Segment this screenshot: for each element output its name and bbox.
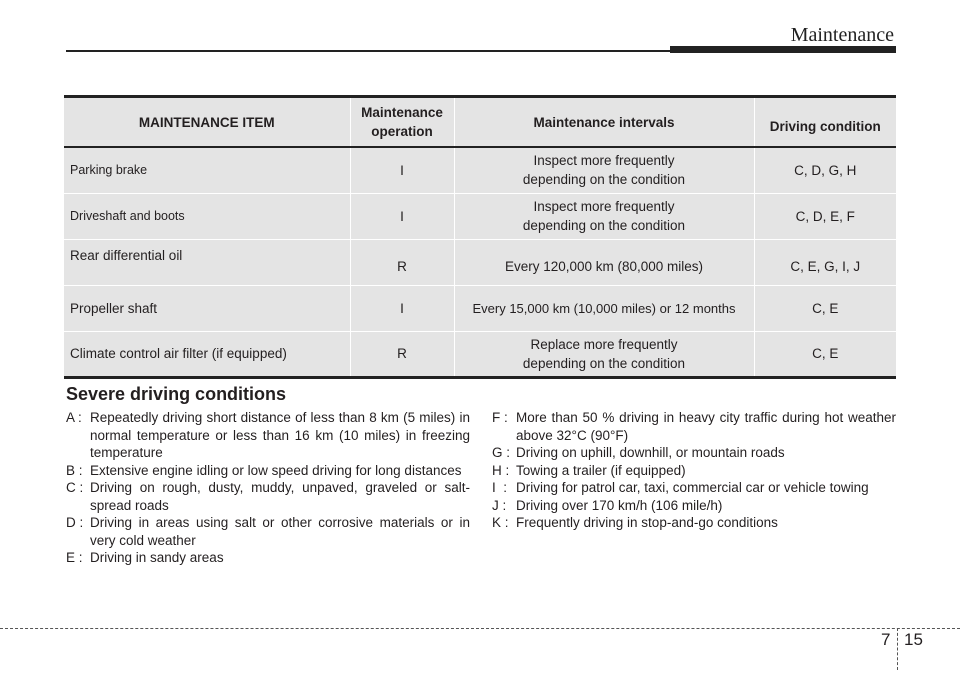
severe-conditions-heading: Severe driving conditions — [66, 384, 287, 404]
row-interval: Every 120,000 km (80,000 miles) — [454, 239, 754, 285]
row-operation: I — [350, 285, 454, 331]
header-maintenance-operation — [350, 97, 454, 148]
row-interval-line2: depending on the condition — [522, 172, 686, 188]
header-operation-line2: operation — [371, 124, 433, 139]
list-item — [66, 479, 470, 514]
list-item — [66, 462, 470, 480]
row-interval-line2: depending on the condition — [522, 218, 686, 233]
condition-text: Driving in sandy areas — [90, 550, 224, 565]
list-item — [492, 462, 896, 480]
table-row — [64, 285, 896, 331]
footer-rule — [0, 628, 960, 629]
condition-code: E : — [66, 550, 83, 565]
page-number: 15 — [904, 630, 923, 649]
list-item — [492, 514, 896, 532]
row-condition: C, E — [754, 285, 896, 331]
header-operation-line1: Maintenance — [361, 105, 443, 120]
row-operation: R — [350, 331, 454, 377]
row-condition: C, D, E, F — [754, 193, 896, 239]
row-interval — [454, 147, 754, 193]
maintenance-table — [64, 95, 896, 379]
condition-text: Frequently driving in stop-and-go conditions — [516, 515, 778, 530]
list-item — [492, 479, 896, 497]
row-interval-line1: Inspect more frequently — [533, 153, 675, 169]
row-operation: I — [350, 193, 454, 239]
table-header-row — [64, 97, 896, 148]
header-rule-thick — [670, 46, 896, 53]
header-driving-condition: Driving condition — [754, 97, 896, 148]
row-condition: C, E, G, I, J — [754, 239, 896, 285]
row-condition: C, D, G, H — [754, 147, 896, 193]
list-item — [492, 444, 896, 462]
row-interval-line1: Replace more frequently — [530, 336, 678, 352]
list-item — [66, 514, 470, 549]
row-item: Propeller shaft — [64, 285, 350, 331]
row-item: Driveshaft and boots — [64, 193, 350, 239]
condition-text: Extensive engine idling or low speed driving for long distances — [90, 462, 462, 478]
condition-text: More than 50 % driving in heavy city traffic during hot weather above 32°C (90°F) — [516, 410, 896, 443]
row-interval — [454, 193, 754, 239]
row-interval-line2: depending on the condition — [522, 355, 686, 371]
header-rule — [66, 50, 670, 52]
condition-code: C : — [66, 480, 84, 495]
condition-code: G : — [492, 445, 511, 460]
condition-text: Driving for patrol car, taxi, commercial car or vehicle towing — [516, 480, 869, 495]
conditions-list-left — [66, 409, 470, 567]
condition-code: D : — [66, 515, 84, 530]
list-item — [492, 497, 896, 515]
condition-text: Driving over 170 km/h (106 mile/h) — [516, 497, 723, 513]
condition-text: Driving on rough, dusty, muddy, unpaved, graveled or salt-spread roads — [90, 480, 470, 513]
condition-code: J : — [492, 497, 507, 513]
table-row — [64, 193, 896, 239]
row-operation: I — [350, 147, 454, 193]
condition-code: H : — [492, 462, 510, 478]
condition-text: Driving in areas using salt or other corrosive materials or in very cold weather — [90, 515, 470, 548]
row-item: Parking brake — [64, 147, 350, 193]
conditions-list-right — [492, 409, 896, 532]
row-interval-line1: Inspect more frequently — [533, 199, 675, 214]
condition-text: Towing a trailer (if equipped) — [516, 462, 686, 478]
section-title: Maintenance — [790, 24, 894, 46]
row-item: Climate control air filter (if equipped) — [64, 331, 350, 377]
list-item — [66, 409, 470, 462]
condition-text: Driving on uphill, downhill, or mountain roads — [516, 445, 785, 460]
table-row — [64, 239, 896, 285]
page-number-divider — [897, 628, 898, 670]
row-operation: R — [350, 239, 454, 285]
condition-code: I : — [492, 480, 508, 495]
condition-text: Repeatedly driving short distance of less than 8 km (5 miles) in normal temperature or less than 16 km (10 miles) in freezing temperature — [90, 410, 470, 460]
row-interval — [454, 331, 754, 377]
condition-code: B : — [66, 462, 83, 478]
list-item — [492, 409, 896, 444]
list-item — [66, 549, 470, 567]
condition-code: K : — [492, 515, 509, 530]
condition-code: F : — [492, 410, 508, 425]
row-item: Rear differential oil — [64, 239, 350, 285]
table-row — [64, 147, 896, 193]
row-condition: C, E — [754, 331, 896, 377]
header-maintenance-intervals: Maintenance intervals — [454, 97, 754, 148]
section-number: 7 — [881, 630, 891, 649]
row-interval: Every 15,000 km (10,000 miles) or 12 months — [454, 285, 754, 331]
header-maintenance-item: MAINTENANCE ITEM — [64, 97, 350, 148]
condition-code: A : — [66, 410, 82, 425]
table-row — [64, 331, 896, 377]
